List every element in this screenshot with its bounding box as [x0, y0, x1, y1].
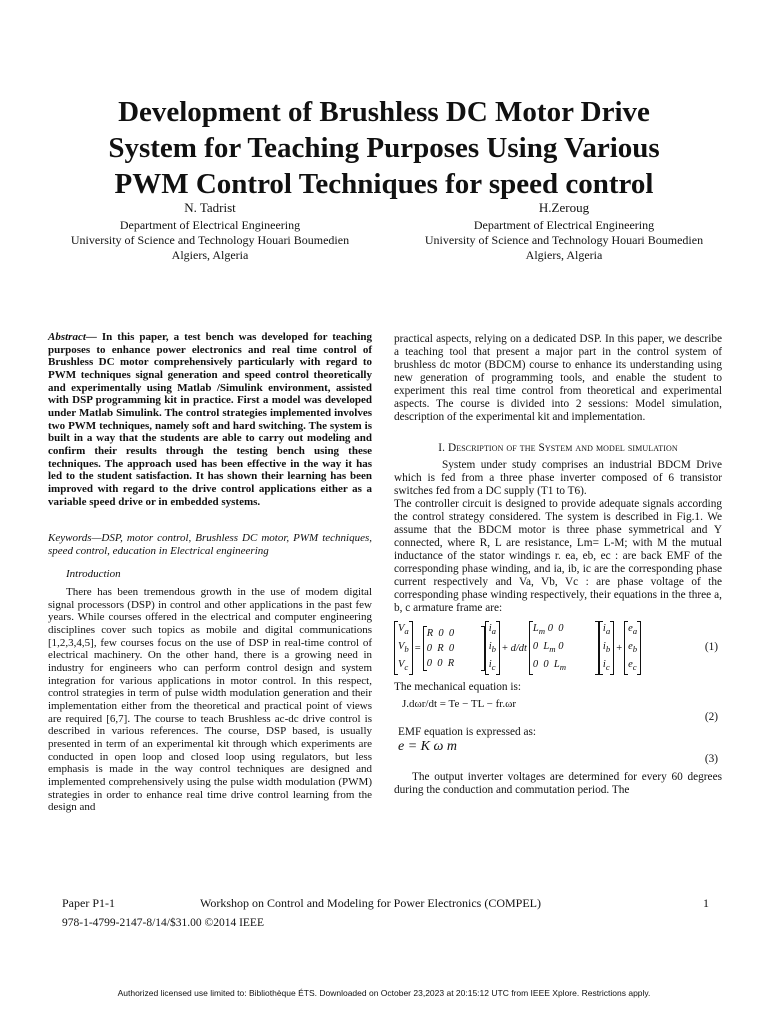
author-univ: University of Science and Technology Houari Boumedien [424, 233, 704, 247]
abstract-text: In this paper, a test bench was developed for teaching purposes to enhance power electronics and real time control of Brushless DC motor comprehensively particularly with regard to PWM techniques signal generation and speed control theoretically and experimentally using Matlab /Simulink environment, assisted with DSP programming kit in practice. First a model was developed under Matlab Simulink. The control strategies implemented involves two PWM techniques, namely soft and hard switching. The system is built in a way that the students are able to carry out modeling and confirm their results through the testing bench using these techniques. The approach used has been effective in the way it has led to the student satisfaction. It has shown their learning has been improved with regard to the drive control applications either as a variable speed drive or in embedded systems. [48, 331, 372, 508]
keywords: Keywords—DSP, motor control, Brushless DC motor, PWM techniques, speed control, education in Electrical engineering [48, 532, 372, 557]
author-block [40, 200, 380, 263]
author-name: H.Zeroug [538, 200, 590, 215]
title-line: System for Teaching Purposes Using Various [108, 132, 660, 164]
author-univ: University of Science and Technology Houari Boumedien [70, 233, 350, 247]
equation-text: e = K ω m [398, 739, 457, 754]
equation-number: (3) [704, 753, 718, 765]
license-notice: Authorized licensed use limited to: Bibliothèque ÉTS. Downloaded on October 23,2023 at 20:15:12 UTC from IEEE Xplore. Restrictions apply. [117, 988, 651, 998]
section-heading: I. Description of the System and model simulation [438, 442, 678, 454]
footer-page-number: 1 [703, 896, 709, 910]
paragraph: The mechanical equation is: [394, 681, 522, 693]
equation-1: $V_a$ $V_b$ $V_c=R$ 0 0 0 R 0 0 0 $Ri_a$ $i_b$ $i_c+ d/dtL_m$ 0 0 0 $L_m$ 0 0 0 $L_mi_a$ $i_b$ $i_c+e_a$ $e_b$ $e_c$ (1) [394, 621, 722, 679]
equation-2 [394, 694, 722, 726]
footer-conference: Workshop on Control and Modeling for Power Electronics (COMPEL) [200, 896, 541, 910]
abstract-label: Abstract— [48, 331, 97, 343]
equation-number: (2) [704, 711, 718, 723]
equation-number: (1) [704, 641, 718, 653]
equation-text: J.dωr/dt = Te − TL − fr.ωr [402, 698, 516, 710]
author-dept: Department of Electrical Engineering [119, 218, 301, 232]
title-line: Development of Brushless DC Motor Drive [118, 96, 650, 128]
intro-heading: Introduction [66, 567, 121, 580]
equation-3 [394, 739, 722, 771]
left-column [48, 331, 372, 814]
paragraph: The controller circuit is designed to provide adequate signals according the control strategy considered. The system is described in Fig.1. We assume that the BDCM motor is three phase symmetrical and Y connected, where R, L are resistance, Lm= L-M; with M the mutual inductance of the stator windings r. ea, eb, ec : are back EMF of the corresponding phase winding, and ia, ib, ic are the corresponding phase current respectively and Va, Vb, Vc : are phase voltage of the corresponding phase winding respectively, their equations in the three a, b, c armature frame are: [394, 498, 722, 614]
paper-title [30, 94, 738, 202]
intro-text: There has been tremendous growth in the use of modem digital signal processors (DSP) in control and other applications in the past few years. While courses offered in the electrical and computer engineering disciplines cover such topics as mobile and digital communications [1,2,3,4,5], few courses focus on the use of DSP in real-time control of electrical machinery. On the other hand, there is a growing need in industry for engineers who can perform control design and system integration for various applications in motor control. In this respect, control strategies in term of pulse width modulation generation and their implementation either from the theoretical and practical point of views are required [6,7]. The course to teach Brushless ac-dc drive control is described in various references. The course, DSP based, is usually presented in term of an experimental kit through which experiments are conducted in open loop and closed loop using regulators, but less emphasis is made in the way control techniques are designed and implemented comprehensively using the pulse width modulation (PWM) strategies in order to enhance real time drive control learning from the design and [48, 586, 372, 814]
author-location: Algiers, Algeria [525, 248, 603, 262]
paragraph: System under study comprises an industrial BDCM Drive which is fed from a three phase inverter composed of 6 transistor switches fed from a DC supply (T1 to T6). [394, 459, 722, 497]
paragraph: EMF equation is expressed as: [398, 726, 537, 738]
author-block [394, 200, 734, 263]
footer-isbn: 978-1-4799-2147-8/14/$31.00 ©2014 IEEE [62, 917, 264, 929]
abstract [48, 331, 372, 508]
right-column [394, 333, 722, 797]
author-dept: Department of Electrical Engineering [473, 218, 655, 232]
title-line: PWM Control Techniques for speed control [114, 168, 654, 200]
author-name: N. Tadrist [184, 200, 236, 215]
footer-paper-id: Paper P1-1 [62, 896, 115, 910]
author-location: Algiers, Algeria [171, 248, 249, 262]
paragraph: practical aspects, relying on a dedicated DSP. In this paper, we describe a teaching tool that present a major part in the control system of brushless dc motor (BDCM) course to enhance its understanding using new generation of programming tools, and enable the student to experiment this real time control from theoretical and experimental aspects. The course is divided into 2 sessions: Model simulation, description of the experimental kit and implementation. [394, 333, 722, 423]
paragraph: The output inverter voltages are determined for every 60 degrees during the conduction and commutation period. The [394, 771, 722, 796]
